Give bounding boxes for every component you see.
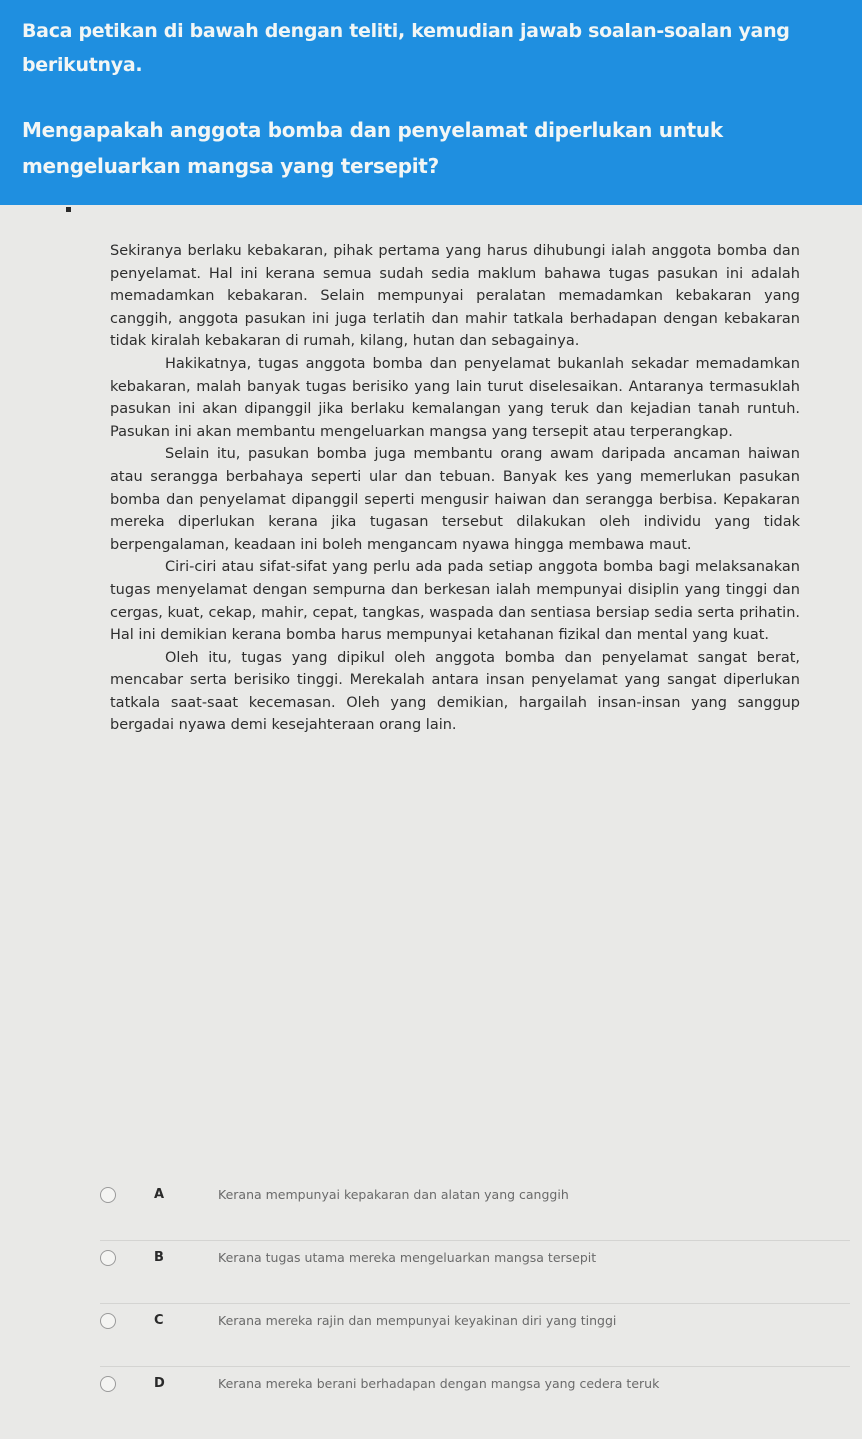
option-c[interactable] [100, 1304, 850, 1367]
passage-paragraph-3: Selain itu, pasukan bomba juga membantu orang awam daripada ancaman haiwan atau serangga berbahaya seperti ular dan tebuan. Banyak kes yang memerlukan pasukan bomba dan penyelamat dipanggil seperti mengusir haiwan dan serangga berbisa. Kepakaran mereka diperlukan kerana jika tugasan tersebut dilakukan oleh individu yang tidak berpengalaman, keadaan ini boleh mengancam nyawa hingga membawa maut. [110, 446, 800, 553]
option-text: Kerana mereka berani berhadapan dengan mangsa yang cedera teruk [218, 1376, 660, 1391]
passage-paragraph-1: Sekiranya berlaku kebakaran, pihak pertama yang harus dihubungi ialah anggota bomba dan penyelamat. Hal ini kerana semua sudah sedia maklum bahawa tugas pasukan ini adalah memadamkan kebakaran. Selain mempunyai peralatan memadamkan kebakaran yang canggih, anggota pasukan ini juga terlatih dan mahir tatkala berhadapan dengan kebakaran tidak kiralah kebakaran di rumah, kilang, hutan dan sebagainya. [110, 243, 800, 350]
radio-button-b[interactable] [100, 1250, 116, 1266]
radio-button-a[interactable] [100, 1187, 116, 1203]
option-letter: C [154, 1313, 164, 1328]
instruction-text: Baca petikan di bawah dengan teliti, kemudian jawab soalan-soalan yang berikutnya. [22, 20, 790, 76]
reading-passage [110, 240, 800, 737]
option-text: Kerana mereka rajin dan mempunyai keyakinan diri yang tinggi [218, 1313, 617, 1328]
option-b[interactable] [100, 1241, 850, 1304]
option-d[interactable] [100, 1367, 850, 1430]
option-letter: D [154, 1376, 165, 1391]
option-a[interactable] [100, 1178, 850, 1241]
answer-options [100, 1178, 850, 1430]
passage-paragraph-5: Oleh itu, tugas yang dipikul oleh anggota bomba dan penyelamat sangat berat, mencabar serta berisiko tinggi. Merekalah antara insan penyelamat yang sangat diperlukan tatkala saat-saat kecemasan. Oleh yang demikian, hargailah insan-insan yang sanggup bergadai nyawa demi kesejahteraan orang lain. [110, 649, 800, 734]
option-text: Kerana mempunyai kepakaran dan alatan yang canggih [218, 1187, 569, 1202]
radio-button-c[interactable] [100, 1313, 116, 1329]
option-text: Kerana tugas utama mereka mengeluarkan mangsa tersepit [218, 1250, 597, 1265]
question-text: Mengapakah anggota bomba dan penyelamat diperlukan untuk mengeluarkan mangsa yang tersepit? [22, 118, 723, 178]
bullet-marker [66, 207, 71, 212]
radio-button-d[interactable] [100, 1376, 116, 1392]
passage-paragraph-2: Hakikatnya, tugas anggota bomba dan penyelamat bukanlah sekadar memadamkan kebakaran, malah banyak tugas berisiko yang lain turut diselesaikan. Antaranya termasuklah pasukan ini akan dipanggil jika berlaku kemalangan yang teruk dan kejadian tanah runtuh. Pasukan ini akan membantu mengeluarkan mangsa yang tersepit atau terperangkap. [110, 355, 800, 440]
option-letter: A [154, 1187, 165, 1202]
option-letter: B [154, 1250, 164, 1265]
question-header [0, 0, 862, 205]
passage-paragraph-4: Ciri-ciri atau sifat-sifat yang perlu ada pada setiap anggota bomba bagi melaksanakan tugas menyelamat dengan sempurna dan berkesan ialah mempunyai disiplin yang tinggi dan cergas, kuat, cekap, mahir, cepat, tangkas, waspada dan sentiasa bersiap sedia serta prihatin. Hal ini demikian kerana bomba harus mempunyai ketahanan fizikal dan mental yang kuat. [110, 559, 800, 644]
